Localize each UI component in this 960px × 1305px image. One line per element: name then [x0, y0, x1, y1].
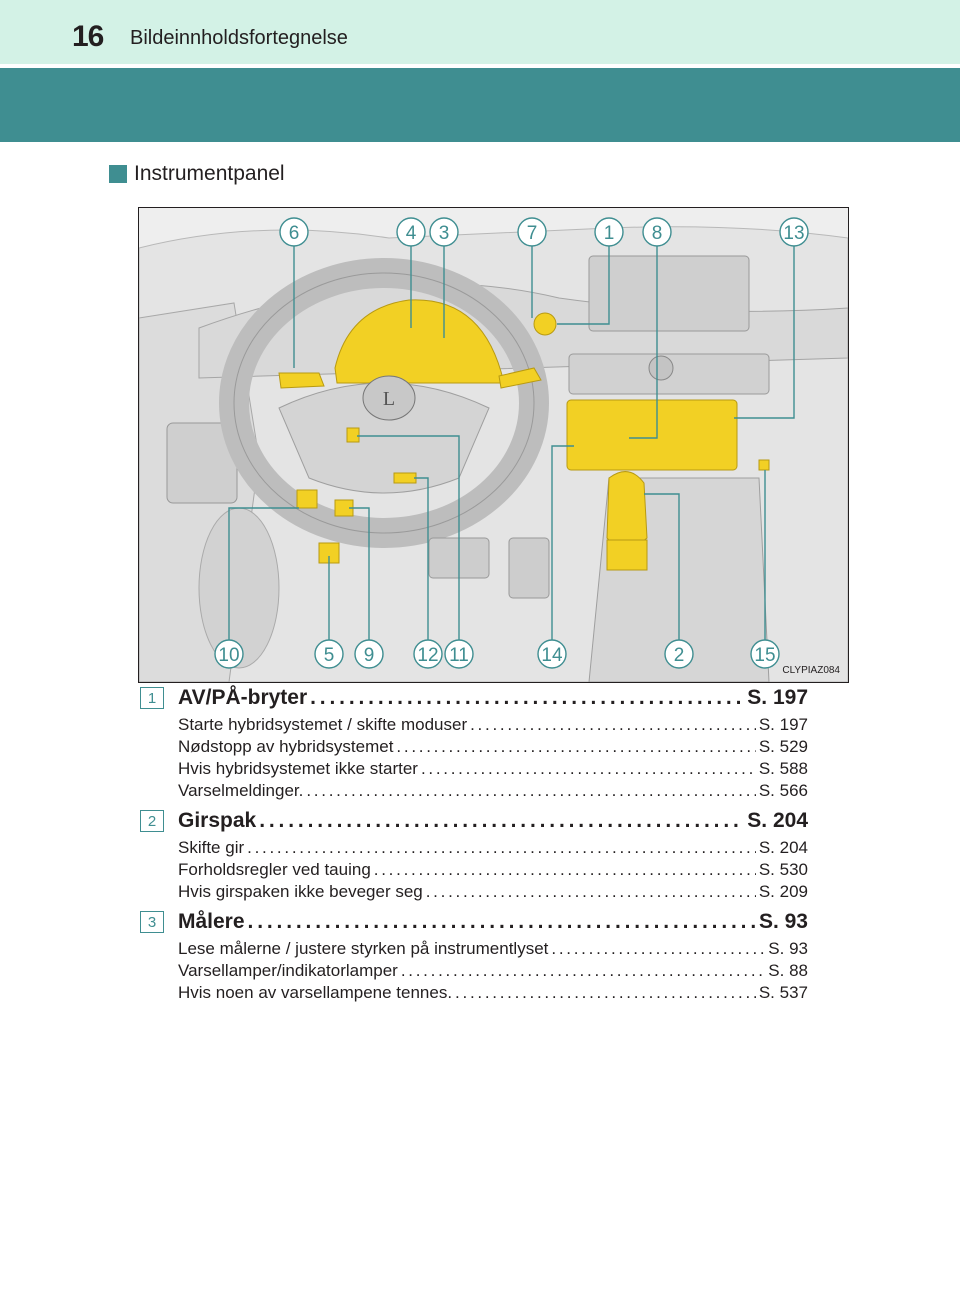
- entry-heading[interactable]: [178, 910, 808, 934]
- callout-15: [751, 640, 779, 668]
- callout-9: [355, 640, 383, 668]
- entry-heading[interactable]: [178, 809, 808, 833]
- callout-8: [643, 218, 671, 246]
- callout-10: [215, 640, 243, 668]
- callout-label: 12: [417, 645, 439, 666]
- section-title: Instrumentpanel: [134, 162, 285, 185]
- entry-item[interactable]: Skifte gir . . . S. 204: [178, 838, 808, 858]
- entry-item[interactable]: Lese målerne / justere styrken på instrumentlyset . . . S. 93: [178, 939, 808, 959]
- entry-title: Girspak: [178, 809, 257, 832]
- page-number: 16: [72, 20, 104, 53]
- callout-5: [315, 640, 343, 668]
- diagram-code: CLYPIAZ084: [782, 665, 840, 676]
- callout-label: 13: [783, 223, 805, 244]
- callout-3: [430, 218, 458, 246]
- callout-label: 14: [541, 645, 563, 666]
- entry-item[interactable]: Hvis hybridsystemet ikke starter . . . S. 588: [178, 759, 808, 779]
- callout-label: 9: [363, 645, 375, 666]
- callout-2: [665, 640, 693, 668]
- entry-item[interactable]: Forholdsregler ved tauing . . . S. 530: [178, 860, 808, 880]
- entry-item[interactable]: Varselmeldinger. . . . S. 566: [178, 781, 808, 801]
- callout-14: [538, 640, 566, 668]
- entry-item[interactable]: Hvis girspaken ikke beveger seg . . . S. 209: [178, 882, 808, 902]
- entry-number-badge: 1: [140, 687, 164, 709]
- callout-6: [280, 218, 308, 246]
- entry-number-badge: 3: [140, 911, 164, 933]
- entry-page: S. 204: [747, 809, 808, 832]
- entry-item[interactable]: Hvis noen av varsellampene tennes. . . . S. 537: [178, 983, 808, 1003]
- callout-label: 6: [288, 223, 300, 244]
- entry-heading[interactable]: [178, 686, 808, 710]
- callout-label: 1: [603, 223, 615, 244]
- callout-label: 7: [526, 223, 538, 244]
- entry-title: Målere: [178, 910, 245, 933]
- callout-4: [397, 218, 425, 246]
- callout-label: 11: [449, 645, 469, 666]
- callout-12: [414, 640, 442, 668]
- svg-text:L: L: [382, 388, 396, 410]
- entry-item[interactable]: Starte hybridsystemet / skifte moduser . . . S. 197: [178, 715, 808, 735]
- callout-13: [780, 218, 808, 246]
- header-title: Bildeinnholdsfortegnelse: [130, 27, 348, 49]
- callout-label: 3: [438, 223, 450, 244]
- callout-label: 15: [754, 645, 776, 666]
- callout-7: [518, 218, 546, 246]
- callout-label: 8: [651, 223, 663, 244]
- entry-title: AV/PÅ-bryter: [178, 686, 308, 709]
- entry-page: S. 93: [758, 910, 808, 933]
- center-panel-highlight: [567, 400, 737, 470]
- section-bullet-icon: [109, 165, 127, 183]
- callout-label: 4: [405, 223, 417, 244]
- callout-label: 2: [673, 645, 685, 666]
- entry-page: S. 197: [747, 686, 808, 709]
- entry-number-badge: 2: [140, 810, 164, 832]
- entry-item[interactable]: Nødstopp av hybridsystemet . . . S. 529: [178, 737, 808, 757]
- dashboard-illustration: [139, 208, 848, 682]
- callout-label: 10: [218, 645, 240, 666]
- callout-1: [595, 218, 623, 246]
- shift-lever-highlight: [607, 472, 647, 548]
- callout-label: 5: [323, 645, 335, 666]
- teal-band: [0, 68, 960, 142]
- instrument-panel-diagram: [138, 207, 849, 683]
- entry-item[interactable]: Varsellamper/indikatorlamper . . . S. 88: [178, 961, 808, 981]
- callout-11: [445, 640, 473, 668]
